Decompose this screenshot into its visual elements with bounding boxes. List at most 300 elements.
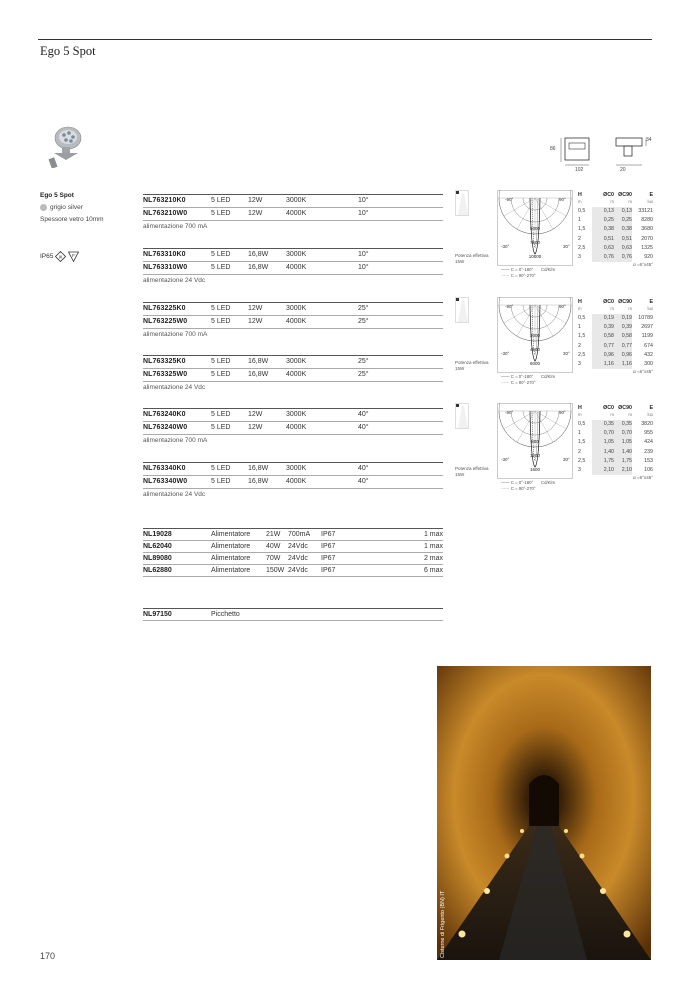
beam-angle: 10°	[358, 210, 369, 217]
illuminance-cell: 0,38	[621, 226, 632, 233]
illuminance-row	[578, 342, 653, 351]
product-row	[143, 408, 443, 421]
wattage: 16,8W	[248, 371, 269, 378]
illuminance-header: E	[649, 192, 653, 198]
page-number: 170	[40, 951, 56, 961]
illuminance-cell: 0,13	[603, 208, 614, 214]
illuminance-cell: 432	[644, 351, 653, 358]
class-iii-icon	[55, 251, 66, 262]
illuminance-row	[578, 438, 653, 447]
color-swatch	[40, 204, 47, 211]
illuminance-cell: 0,13	[621, 208, 632, 214]
color-temp: 4000K	[286, 371, 307, 378]
product-code-group	[143, 302, 443, 340]
illuminance-row	[578, 314, 653, 323]
beam-angle: 25°	[358, 318, 369, 325]
illuminance-row	[578, 207, 653, 216]
product-row	[143, 368, 443, 381]
illuminance-cell: 3820	[641, 421, 653, 427]
illuminance-cell: 10789	[638, 315, 653, 321]
accessory-picchetto	[143, 608, 443, 621]
product-code: NL763340W0	[143, 478, 188, 485]
product-code: NL763225K0	[143, 305, 186, 312]
illuminance-cell: 2,5	[578, 244, 586, 251]
color-temp: 4000K	[286, 264, 307, 271]
illuminance-row	[578, 244, 653, 253]
illuminance-cell: 1,5	[578, 333, 586, 340]
top-rule	[38, 39, 652, 40]
polar-angle-label: 90°	[559, 304, 566, 309]
legend-c90: C = 90°-270°	[510, 380, 536, 385]
illuminance-cell: 1,40	[603, 448, 614, 455]
dimension-drawing	[552, 134, 652, 176]
effective-power-value: 15W	[455, 259, 465, 264]
illuminance-unit: m	[610, 199, 614, 204]
polar-diagram	[497, 403, 573, 479]
product-code-group	[143, 194, 443, 232]
accessory-output: 24Vdc	[288, 555, 308, 562]
illuminance-cell: 424	[644, 439, 653, 446]
led-count: 5 LED	[211, 318, 231, 325]
power-supply-note: alimentazione 24 Vdc	[143, 381, 443, 393]
product-row	[143, 261, 443, 274]
dimension-label: 20	[620, 167, 626, 173]
illuminance-unit: m	[578, 306, 582, 311]
polar-angle-label: 30°	[563, 244, 570, 249]
accessory-code: NL97150	[143, 611, 172, 618]
product-code: NL763325W0	[143, 371, 188, 378]
illuminance-cell: 0,76	[621, 253, 632, 260]
illuminance-unit: lux	[647, 306, 653, 311]
color-temp: 4000K	[286, 210, 307, 217]
illuminance-row	[578, 360, 653, 369]
product-name: Ego 5 Spot	[40, 192, 74, 199]
illuminance-unit: m	[578, 412, 582, 417]
illuminance-header: ØC90	[618, 192, 632, 198]
beam-angle: 40°	[358, 424, 369, 431]
led-count: 5 LED	[211, 424, 231, 431]
illuminance-cell: 0,70	[621, 430, 632, 437]
product-row	[143, 248, 443, 261]
illuminance-cell: 0,19	[603, 315, 614, 321]
illuminance-row	[578, 235, 653, 244]
product-code-group	[143, 248, 443, 286]
polar-value-label: 5000	[529, 226, 541, 231]
illuminance-cell: 0,5	[578, 315, 586, 321]
illuminance-cell: 0,19	[621, 315, 632, 321]
accessory-max: 6 max	[423, 567, 443, 574]
illuminance-cell: 1,05	[621, 439, 632, 446]
product-code: NL763340K0	[143, 465, 186, 472]
illuminance-cell: 1,75	[603, 457, 614, 464]
accessory-code: NL62880	[143, 567, 172, 574]
beam-angle: 25°	[358, 358, 369, 365]
illuminance-row	[578, 351, 653, 360]
led-count: 5 LED	[211, 411, 231, 418]
product-code: NL763210K0	[143, 197, 186, 204]
illuminance-row	[578, 466, 653, 475]
accessory-ip: IP67	[321, 555, 336, 562]
beam-angle: 25°	[358, 371, 369, 378]
legend-c0: C = 0°-180°	[510, 374, 534, 379]
polar-angle-label: -30°	[501, 457, 510, 462]
accessory-desc: Picchetto	[211, 611, 240, 618]
product-code-group	[143, 355, 443, 393]
accessory-power: 21W	[266, 531, 281, 538]
accessory-ip: IP67	[321, 567, 336, 574]
wattage: 12W	[248, 318, 263, 325]
angle-note: α =6°x45°	[633, 475, 653, 481]
polar-value-label: 1600	[529, 467, 541, 472]
illuminance-header: ØC0	[603, 192, 614, 198]
led-count: 5 LED	[211, 371, 231, 378]
illuminance-cell: 0,39	[621, 324, 632, 331]
product-code: NL763310K0	[143, 251, 186, 258]
accessory-row	[143, 564, 443, 576]
illuminance-cell: 2,10	[603, 466, 614, 473]
color-temp: 4000K	[286, 478, 307, 485]
legend-c0: C = 0°-180°	[510, 480, 534, 485]
illuminance-cell: 0,35	[603, 421, 614, 427]
power-supply-note: alimentazione 700 mA	[143, 434, 443, 446]
illuminance-row	[578, 429, 653, 438]
polar-angle-label: 90°	[559, 410, 566, 415]
wattage: 16,8W	[248, 264, 269, 271]
product-row	[143, 462, 443, 475]
illuminance-cell: 3	[578, 253, 581, 260]
polar-diagram	[497, 190, 573, 266]
illuminance-row	[578, 216, 653, 225]
illuminance-cell: 0,25	[603, 217, 614, 224]
product-code: NL763210W0	[143, 210, 188, 217]
illuminance-cell: 0,51	[603, 235, 614, 242]
illuminance-cell: 2070	[641, 235, 653, 242]
illuminance-cell: 1	[578, 217, 581, 224]
accessory-ip: IP67	[321, 531, 336, 538]
led-count: 5 LED	[211, 478, 231, 485]
led-count: 5 LED	[211, 210, 231, 217]
product-code-group	[143, 408, 443, 446]
cd-unit: Cd/Klm	[541, 267, 556, 272]
illuminance-header: H	[578, 299, 582, 305]
accessory-output: 24Vdc	[288, 567, 308, 574]
installation-photo	[437, 666, 651, 960]
illuminance-cell: 33121	[638, 208, 653, 214]
product-code: NL763225W0	[143, 318, 188, 325]
legend-c90: C = 90°-270°	[510, 273, 536, 278]
product-row	[143, 421, 443, 434]
accessory-row	[143, 552, 443, 564]
polar-angle-label: -90°	[505, 197, 514, 202]
product-code: NL763240K0	[143, 411, 186, 418]
illuminance-cell: 1,16	[621, 360, 632, 367]
product-code-group	[143, 462, 443, 500]
page-title: Ego 5 Spot	[40, 44, 96, 58]
illuminance-unit: m	[610, 306, 614, 311]
illuminance-header: E	[649, 299, 653, 305]
product-code: NL763310W0	[143, 264, 188, 271]
beam-angle: 40°	[358, 411, 369, 418]
accessory-desc: Alimentatore	[211, 543, 251, 550]
color-temp: 3000K	[286, 411, 307, 418]
wattage: 12W	[248, 197, 263, 204]
illuminance-cell: 3	[578, 466, 581, 473]
illuminance-cell: 1,05	[603, 439, 614, 446]
accessory-max: 1 max	[423, 543, 443, 550]
led-count: 5 LED	[211, 197, 231, 204]
illuminance-cell: 0,76	[603, 253, 614, 260]
svg-text:III: III	[58, 254, 63, 260]
cd-unit: Cd/Klm	[541, 374, 556, 379]
illuminance-row	[578, 457, 653, 466]
illuminance-cell: 1,5	[578, 226, 586, 233]
polar-value-label: 1200	[529, 453, 541, 458]
effective-power	[455, 253, 488, 265]
wattage: 12W	[248, 424, 263, 431]
effective-power-label: Potenza effettiva	[455, 360, 489, 365]
polar-angle-label: -30°	[501, 244, 510, 249]
ip-rating	[40, 251, 79, 262]
color-temp: 3000K	[286, 197, 307, 204]
illuminance-cell: 0,5	[578, 208, 586, 214]
effective-power-label: Potenza effettiva	[455, 253, 489, 258]
illuminance-row	[578, 420, 653, 429]
beam-spread-icon	[455, 190, 469, 216]
beam-angle: 10°	[358, 197, 369, 204]
polar-value-label: 3000	[529, 333, 541, 338]
illuminance-header: E	[649, 405, 653, 411]
illuminance-cell: 2,10	[621, 466, 632, 473]
illuminance-row	[578, 448, 653, 457]
illuminance-cell: 0,96	[621, 351, 632, 358]
accessory-max: 2 max	[423, 555, 443, 562]
accessory-power: 40W	[266, 543, 281, 550]
illuminance-cell: 153	[644, 457, 653, 464]
product-specs	[40, 192, 104, 223]
illuminance-cell: 0,77	[603, 342, 614, 349]
polar-angle-label: 90°	[559, 197, 566, 202]
illuminance-cell: 2	[578, 448, 581, 455]
illuminance-cell: 955	[644, 430, 653, 437]
accessory-ip: IP67	[321, 543, 336, 550]
product-image	[42, 120, 90, 168]
dimension-label: 102	[575, 167, 584, 173]
illuminance-cell: 3680	[641, 226, 653, 233]
polar-value-label: 10000	[528, 254, 542, 259]
wattage: 12W	[248, 305, 263, 312]
wattage: 12W	[248, 210, 263, 217]
illuminance-cell: 2,5	[578, 457, 586, 464]
illuminance-row	[578, 225, 653, 234]
polar-value-label: 6000	[529, 361, 541, 366]
beam-spread-icon	[455, 403, 469, 429]
illuminance-header: ØC0	[603, 405, 614, 411]
led-count: 5 LED	[211, 251, 231, 258]
illuminance-cell: 0,96	[603, 351, 614, 358]
illuminance-cell: 2,5	[578, 351, 586, 358]
illuminance-cell: 106	[644, 466, 653, 473]
ip-label: IP65	[40, 253, 54, 260]
illuminance-cell: 0,58	[621, 333, 632, 340]
illuminance-cell: 0,38	[603, 226, 614, 233]
product-code: NL763325K0	[143, 358, 186, 365]
power-supply-note: alimentazione 24 Vdc	[143, 488, 443, 500]
accessory-row	[143, 540, 443, 552]
accessory-power: 70W	[266, 555, 281, 562]
illuminance-cell: 2	[578, 342, 581, 349]
photo-caption: Cisterne di Frigento (BN) IT	[440, 890, 446, 958]
color-temp: 3000K	[286, 465, 307, 472]
product-row	[143, 475, 443, 488]
illuminance-header: ØC0	[603, 299, 614, 305]
polar-legend: —— C = 0°-180° ······ C = 90°-270° Cd/Klm	[501, 374, 556, 385]
illuminance-table	[578, 299, 653, 374]
illuminance-row	[578, 323, 653, 332]
illuminance-cell: 0,70	[603, 430, 614, 437]
illuminance-cell: 0,63	[621, 244, 632, 251]
illuminance-table	[578, 405, 653, 480]
illuminance-cell: 8280	[641, 217, 653, 224]
accessory-output: 24Vdc	[288, 543, 308, 550]
legend-c0: C = 0°-180°	[510, 267, 534, 272]
accessory-desc: Alimentatore	[211, 555, 251, 562]
color-temp: 3000K	[286, 305, 307, 312]
illuminance-cell: 1,5	[578, 439, 586, 446]
led-count: 5 LED	[211, 465, 231, 472]
polar-value-label: 7500	[529, 240, 541, 245]
illuminance-cell: 0,77	[621, 342, 632, 349]
led-count: 5 LED	[211, 264, 231, 271]
illuminance-cell: 0,25	[621, 217, 632, 224]
illuminance-cell: 0,39	[603, 324, 614, 331]
beam-angle: 40°	[358, 465, 369, 472]
accessories-table	[143, 528, 443, 577]
angle-note: α =6°x45°	[633, 262, 653, 268]
illuminance-cell: 0,63	[603, 244, 614, 251]
accessory-row	[143, 528, 443, 540]
legend-c90: C = 90°-270°	[510, 486, 536, 491]
illuminance-header: H	[578, 405, 582, 411]
cd-unit: Cd/Klm	[541, 480, 556, 485]
effective-power	[455, 360, 488, 372]
color-option	[40, 204, 104, 211]
illuminance-cell: 920	[644, 253, 653, 260]
accessory-output: 700mA	[288, 531, 311, 538]
power-supply-note: alimentazione 24 Vdc	[143, 274, 443, 286]
color-temp: 3000K	[286, 358, 307, 365]
color-temp: 4000K	[286, 318, 307, 325]
illuminance-header: H	[578, 192, 582, 198]
illuminance-cell: 0,58	[603, 333, 614, 340]
glass-thickness: Spessore vetro 10mm	[40, 216, 104, 223]
wattage: 16,8W	[248, 251, 269, 258]
f-mark-icon	[68, 251, 79, 262]
product-row	[143, 315, 443, 328]
effective-power-label: Potenza effettiva	[455, 466, 489, 471]
polar-value-label: 4500	[529, 347, 541, 352]
led-count: 5 LED	[211, 358, 231, 365]
illuminance-cell: 0,35	[621, 421, 632, 427]
accessory-desc: Alimentatore	[211, 531, 251, 538]
illuminance-cell: 1325	[641, 244, 653, 251]
color-temp: 4000K	[286, 424, 307, 431]
accessory-code: NL89080	[143, 555, 172, 562]
polar-value-label: 800	[531, 439, 539, 444]
effective-power-value: 15W	[455, 472, 465, 477]
illuminance-cell: 1	[578, 430, 581, 437]
power-supply-note: alimentazione 700 mA	[143, 328, 443, 340]
polar-angle-label: -90°	[505, 304, 514, 309]
illuminance-cell: 1	[578, 324, 581, 331]
accessory-code: NL62040	[143, 543, 172, 550]
led-count: 5 LED	[211, 305, 231, 312]
color-label: grigio silver	[50, 204, 83, 211]
illuminance-unit: m	[610, 412, 614, 417]
illuminance-unit: m	[578, 199, 582, 204]
angle-note: α =6°x45°	[633, 369, 653, 375]
illuminance-row	[578, 253, 653, 262]
illuminance-cell: 3	[578, 360, 581, 367]
illuminance-row	[578, 332, 653, 341]
illuminance-unit: m	[628, 199, 632, 204]
polar-legend: —— C = 0°-180° ······ C = 90°-270° Cd/Klm	[501, 267, 556, 278]
illuminance-cell: 0,5	[578, 421, 586, 427]
illuminance-cell: 239	[644, 448, 653, 455]
beam-angle: 25°	[358, 305, 369, 312]
dimension-label: 86	[550, 146, 556, 152]
polar-angle-label: 30°	[563, 457, 570, 462]
beam-angle: 10°	[358, 264, 369, 271]
illuminance-cell: 1,40	[621, 448, 632, 455]
svg-text:F: F	[72, 253, 76, 258]
beam-spread-icon	[455, 297, 469, 323]
polar-angle-label: -30°	[501, 351, 510, 356]
wattage: 16,8W	[248, 478, 269, 485]
illuminance-cell: 0,51	[621, 235, 632, 242]
wattage: 16,8W	[248, 465, 269, 472]
product-row	[143, 355, 443, 368]
product-code: NL763240W0	[143, 424, 188, 431]
accessory-max: 1 max	[423, 531, 443, 538]
beam-angle: 40°	[358, 478, 369, 485]
illuminance-cell: 1,75	[621, 457, 632, 464]
polar-angle-label: 30°	[563, 351, 570, 356]
product-row	[143, 207, 443, 220]
illuminance-cell: 2	[578, 235, 581, 242]
product-row	[143, 194, 443, 207]
polar-legend: —— C = 0°-180° ······ C = 90°-270° Cd/Klm	[501, 480, 556, 491]
illuminance-cell: 1199	[641, 333, 653, 340]
illuminance-unit: m	[628, 306, 632, 311]
color-temp: 3000K	[286, 251, 307, 258]
illuminance-cell: 2697	[641, 324, 653, 331]
effective-power-value: 15W	[455, 366, 465, 371]
illuminance-cell: 674	[644, 342, 653, 349]
illuminance-cell: 1,16	[603, 360, 614, 367]
illuminance-unit: lux	[647, 412, 653, 417]
polar-diagram	[497, 297, 573, 373]
accessory-desc: Alimentatore	[211, 567, 251, 574]
effective-power	[455, 466, 488, 478]
accessory-power: 150W	[266, 567, 285, 574]
wattage: 16,8W	[248, 358, 269, 365]
polar-angle-label: -90°	[505, 410, 514, 415]
illuminance-cell: 300	[644, 360, 653, 367]
illuminance-header: ØC90	[618, 405, 632, 411]
dimension-label: 34	[646, 137, 652, 143]
illuminance-header: ØC90	[618, 299, 632, 305]
product-row	[143, 302, 443, 315]
